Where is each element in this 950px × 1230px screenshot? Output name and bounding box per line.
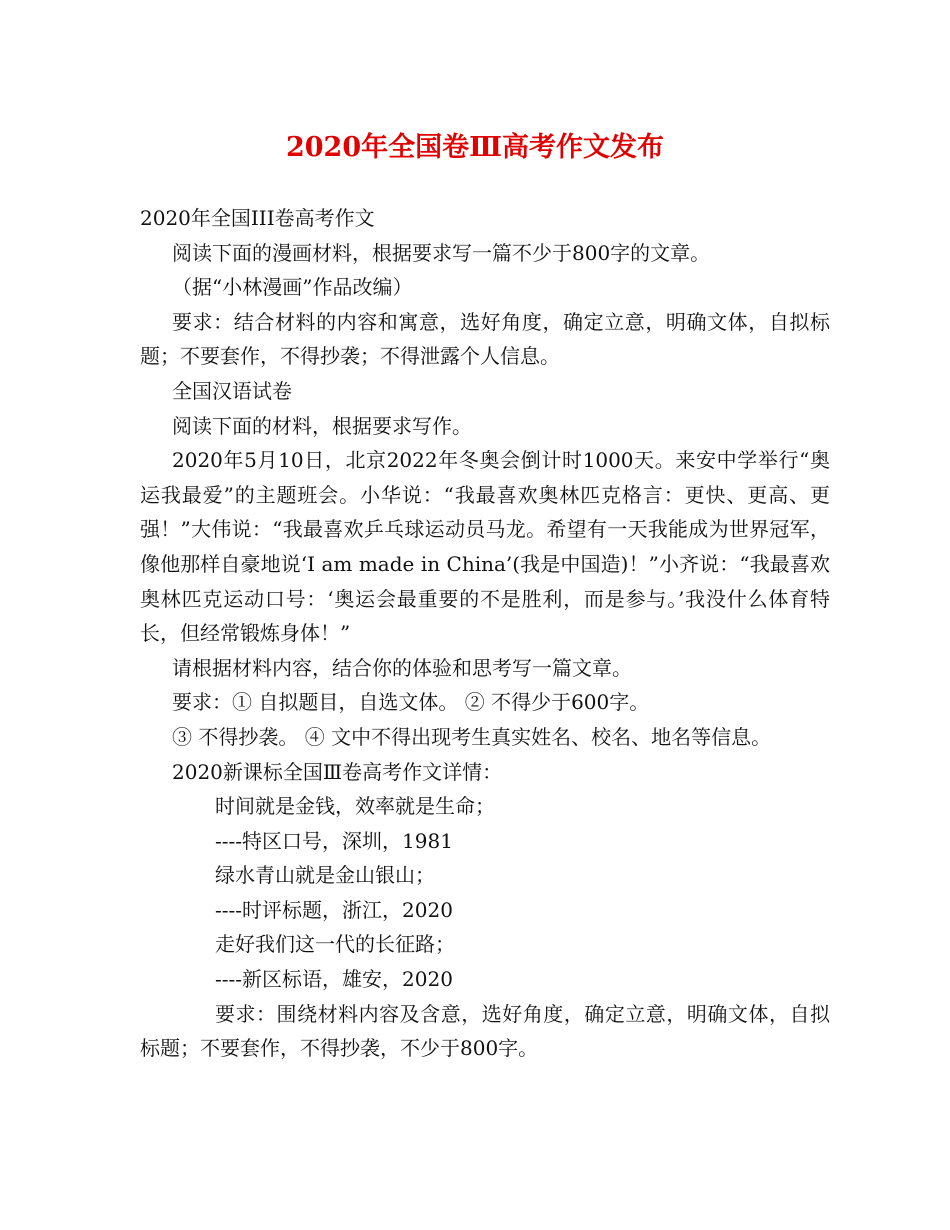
quote-source: ----新区标语，雄安，2020 bbox=[215, 967, 453, 992]
paragraph: 2020年5月10日，北京2022年冬奥会倒计时1000天。来安中学举行“奥运我最爱”的主题班会。小华说：“我最喜欢奥林匹克格言：更快、更高、更强！”大伟说：“我最喜欢乒乓球运动员马龙。希望有一天我能成为世界冠军，像他那样自豪地说‘I am made in China’(我是中国造)！”小齐说：“我最喜欢奥林匹克运动口号：‘奥运会最重要的不是胜利，而是参与。’我没什么体育特长，但经常锻炼身体！” bbox=[140, 448, 830, 646]
paragraph: 要求：围绕材料内容及含意，选好角度，确定立意，明确文体，自拟标题；不要套作，不得抄袭，不少于800字。 bbox=[140, 1001, 830, 1061]
quote-line: 绿水青山就是金山银山； bbox=[215, 863, 435, 888]
paragraph: （据“小林漫画”作品改编） bbox=[172, 275, 413, 300]
paragraph: 2020新课标全国Ⅲ卷高考作文详情： bbox=[172, 759, 503, 784]
paragraph: ③ 不得抄袭。 ④ 文中不得出现考生真实姓名、校名、地名等信息。 bbox=[172, 724, 772, 749]
paragraph: 要求：结合材料的内容和寓意，选好角度，确定立意，明确文体，自拟标题；不要套作，不得抄袭；不得泄露个人信息。 bbox=[140, 309, 830, 369]
quote-source: ----时评标题，浙江，2020 bbox=[215, 897, 453, 922]
section-heading: 2020年全国III卷高考作文 bbox=[140, 206, 375, 230]
paragraph: 要求：① 自拟题目，自选文体。 ② 不得少于600字。 bbox=[172, 690, 650, 715]
paragraph: 阅读下面的材料，根据要求写作。 bbox=[172, 413, 472, 438]
paragraph: 请根据材料内容，结合你的体验和思考写一篇文章。 bbox=[172, 655, 632, 680]
document-title: 2020年全国卷Ⅲ高考作文发布 bbox=[285, 132, 665, 163]
quote-source: ----特区口号，深圳，1981 bbox=[215, 828, 453, 853]
quote-line: 时间就是金钱，效率就是生命； bbox=[215, 794, 495, 819]
section-heading: 全国汉语试卷 bbox=[172, 378, 292, 403]
document-body bbox=[140, 201, 830, 1066]
paragraph: 阅读下面的漫画材料，根据要求写一篇不少于800字的文章。 bbox=[172, 240, 711, 265]
quote-line: 走好我们这一代的长征路； bbox=[215, 932, 455, 957]
